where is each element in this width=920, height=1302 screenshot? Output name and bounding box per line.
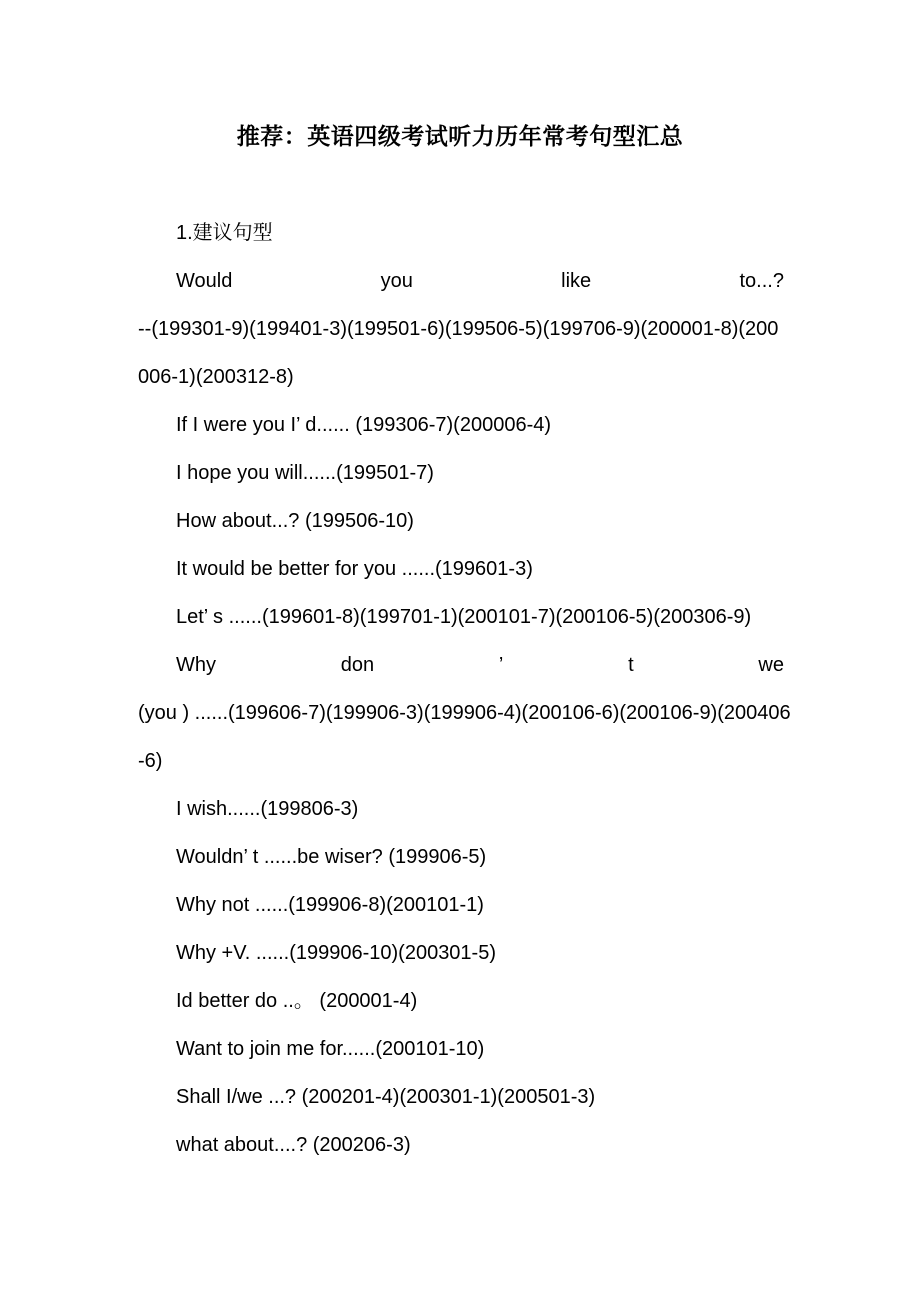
text-line: I wish......(199806-3)	[176, 798, 359, 820]
word: you	[380, 270, 413, 292]
text-line: Why not ......(199906-8)(200101-1)	[176, 894, 484, 916]
word: don	[340, 654, 375, 676]
text-line: Id better do ..。 (200001-4)	[176, 990, 418, 1012]
text-line	[176, 257, 784, 305]
text-line: Want to join me for......(200101-10)	[176, 1038, 485, 1060]
text-line: (you ) ......(199606-7)(199906-3)(199906-4)(200106-6)(200106-9)(200406	[138, 702, 791, 724]
text-line: It would be better for you ......(199601-3)	[176, 558, 533, 580]
text-line: Why +V. ......(199906-10)(200301-5)	[176, 942, 496, 964]
word: t	[628, 654, 634, 676]
text-line: Let’ s ......(199601-8)(199701-1)(200101-7)(200106-5)(200306-9)	[176, 606, 752, 628]
page-title: 推荐：英语四级考试听力历年常考句型汇总	[236, 123, 684, 149]
text-line: --(199301-9)(199401-3)(199501-6)(199506-5)(199706-9)(200001-8)(200	[138, 318, 779, 340]
section-heading: 1.建议句型	[176, 222, 273, 244]
text-line: Wouldn’ t ......be wiser? (199906-5)	[176, 846, 487, 868]
text-line	[176, 641, 784, 689]
text-line: 006-1)(200312-8)	[138, 366, 294, 388]
word: to...?	[739, 270, 784, 292]
word: like	[561, 270, 592, 292]
text-line: Shall I/we ...? (200201-4)(200301-1)(200501-3)	[176, 1086, 596, 1108]
text-line: If I were you I’ d...... (199306-7)(200006-4)	[176, 414, 552, 436]
text-line: How about...? (199506-10)	[176, 510, 414, 532]
word: Would	[176, 270, 233, 292]
text-line: -6)	[138, 750, 163, 772]
word: we	[758, 654, 784, 676]
text-line: what about....? (200206-3)	[176, 1134, 411, 1156]
text-line: I hope you will......(199501-7)	[176, 462, 434, 484]
word: Why	[176, 654, 216, 676]
word: ’	[498, 654, 504, 676]
